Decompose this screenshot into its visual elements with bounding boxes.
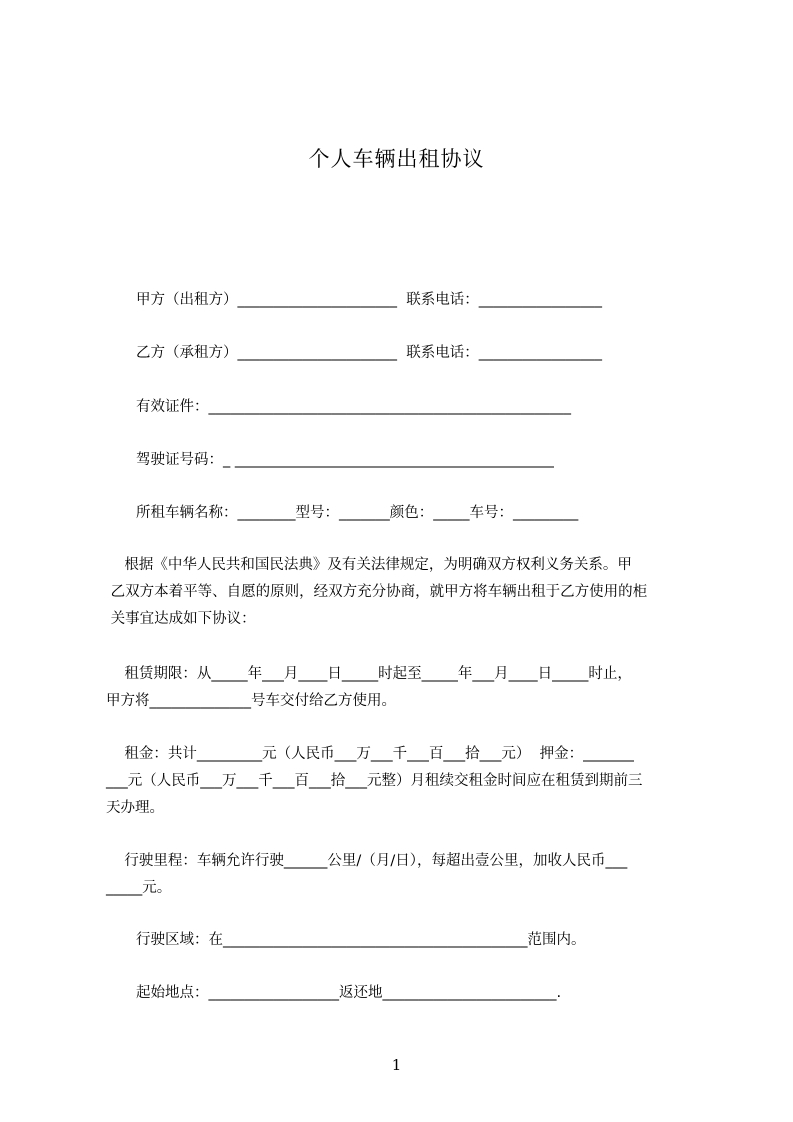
intro-paragraph [106,552,706,633]
page-number: 1 [391,1056,402,1074]
driving-area-line: 行驶区域：在__________________________________________范围内。 [136,932,586,948]
mileage-line: 行驶里程：车辆允许行驶______公里/（月/日），每超出壹公里，加收人民币___ [106,853,628,869]
party-a-line: 甲方（出租方）______________________ 联系电话：_________________ [136,292,602,308]
vehicle-info-line: 所租车辆名称：________型号：_______颜色：_____车号：_________ [136,505,579,521]
rent-line: 租金：共计_________元（人民币___万___千___百___拾___元） 押金：_______ [106,746,634,762]
mileage-line: _____元。 [106,880,172,896]
rent-line: ___元（人民币___万___千___百___拾___元整）月租续交租金时间应在租赁到期前三 [106,773,643,789]
intro-line: 关事宜达成如下协议： [106,611,256,627]
lease-term-line: 甲方将______________号车交付给乙方使用。 [106,693,396,709]
document-title: 个人车辆出租协议 [308,147,485,171]
rent-line: 天办理。 [106,800,164,816]
intro-line: 乙双方本着平等、自愿的原则，经双方充分协商，就甲方将车辆出租于乙方使用的柜 [106,584,648,600]
lease-term-line: 租赁期限：从_____年___月____日_____时起至_____年___月____日_____时止， [106,666,632,682]
mileage-paragraph [106,848,706,902]
party-b-line: 乙方（承租方）______________________ 联系电话：_________________ [136,345,602,361]
driver-license-line: 驾驶证号码：_ ____________________________________________ [136,452,554,468]
lease-term-paragraph [106,661,706,715]
locations-line: 起始地点：__________________返还地________________________. [136,985,562,1001]
rent-paragraph [106,741,706,822]
id-document-line: 有效证件：__________________________________________________ [136,399,571,415]
intro-line: 根据《中华人民共和国民法典》及有关法律规定，为明确双方权利义务关系。甲 [106,557,632,573]
